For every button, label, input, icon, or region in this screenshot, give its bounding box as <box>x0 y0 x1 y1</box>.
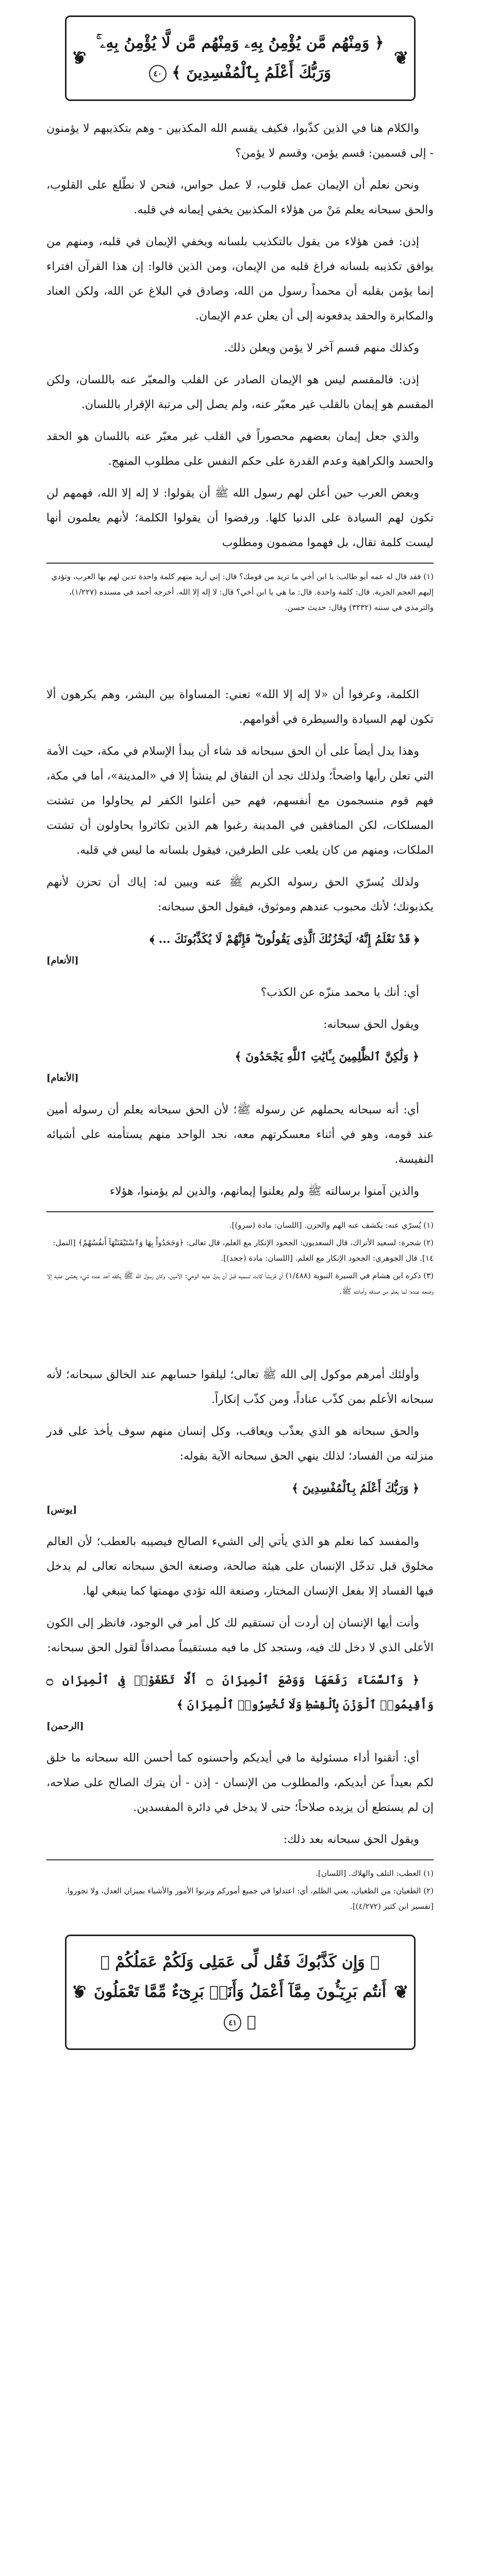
verse-reference: [الأنعام] <box>46 955 79 966</box>
paragraph: إذن: فمن هؤلاء من يقول بالتكذيب بلسانه ويخفي الإيمان في قلبه، ومنهم من يوافق تكذيبه بلسانه فراغ قلبه من الإيمان، ومن الذين قالوا: إن هذا القرآن افتراء إنما يؤمن بقلبه أن محمداً رسول من الله، وصادق في البلاغ عن الله، ولكن العناد والمكابرة والحقد يدفعونه إلى أن يعلن عدم الإيمان. <box>46 235 434 323</box>
verse-reference: [الأنعام] <box>46 1073 79 1083</box>
verse-text: ﴿ وَٱلسَّمَآءَ رَفَعَهَا وَوَضَعَ ٱلْمِيزَانَ ۝ أَلَّا تَطْغَوْا۟ فِى ٱلْمِيزَانِ ۝ وَأَقِيمُوا۟ ٱلْوَزْنَ بِٱلْقِسْطِ وَلَا تُخْسِرُوا۟ ٱلْمِيزَانَ ﴾ <box>46 1673 434 1711</box>
paragraph: والذي جعل إيمان بعضهم محصوراً في القلب غير معبّر عنه باللسان هو الحقد والحسد والكراهية وعدم القدرة على حكم النفس على مطلوب المنهج. <box>46 430 434 468</box>
page-2 <box>15 672 465 1342</box>
footnote: (٣) ذكره ابن هشام في السيرة النبوية (١/٤٨٨) أن قريشاً كانت تسميه قبل أن ينزل عليه الوحي: الأمين. وكان رسول الله ﷺ يكفه أحد عنده شيء يخشى عليه إلا وضعه عنده؛ لما يعلم من صدقه وأمانته ﷺ. <box>46 1271 434 1296</box>
footnote: (٢) الطغيان: من الطغيان، يعني الظلم، أي: اعتدلوا في جميع أموركم وتزنوا الأمور والأشياء بميزان العدل، ولا تجوروا. [تفسير ابن كثير (٤/٢٧٢)]. <box>64 1886 434 1911</box>
paragraph: وكذلك منهم قسم آخر لا يؤمن ويعلن ذلك. <box>224 342 419 354</box>
quran-verse <box>46 1044 434 1091</box>
paragraph: وبعض العرب حين أعلن لهم رسول الله ﷺ أن يقولوا: لا إله إلا الله، فهمهم لن تكون لهم السيادة على الدنيا كلها. ورفضوا أن يقولوا الكلمة؛ لأنهم يعلمون أنها ليست كلمة تقال، بل فهموا مضمون ومطلوب <box>46 487 434 549</box>
footnote-divider <box>46 563 434 564</box>
verse-banner <box>65 15 416 101</box>
ayah-number: ٤٠ <box>149 65 167 82</box>
quran-verse <box>46 1668 434 1739</box>
verse-text: ﴿ قَدْ نَعْلَمُ إِنَّهُۥ لَيَحْزُنُكَ ٱلَّذِى يَقُولُونَ ۖ فَإِنَّهُمْ لَا يُكَذِّبُونَكَ ... ﴾ <box>150 933 419 946</box>
quran-verse <box>46 1476 434 1522</box>
paragraph: أي: أتقنوا أداء مسئولية ما في أيديكم وأحسنوه كما أحسن الله سبحانه ما خلق لكم بعيداً عن أيديكم، والمطلوب من الإنسان - إذن - أن يترك الصالح على صلاحه، إن لم يستطع أن يزيده صلاحاً؛ حتى لا يدخل في دائرة المفسدين. <box>46 1752 434 1814</box>
paragraph: ويقول الحق سبحانه: <box>323 1018 419 1031</box>
paragraph: ولذلك يُسرّي الحق رسوله الكريم ﷺ عنه ويبين له: إياك أن تحزن لأنهم يكذبونك؛ لأنك محبوب عندهم وموثوق، فيقول الحق سبحانه: <box>46 876 434 913</box>
paragraph: ويقول الحق سبحانه بعد ذلك: <box>283 1833 419 1846</box>
paragraph: أي: أنه سبحانه يحملهم عن رسوله ﷺ؛ لأن الحق سبحانه يعلم أن رسوله أمين عند قومه، وهو في أثناء معسكرتهم معه، نجد الواحد منهم يستأمنه على أشيائه النفيسة. <box>46 1104 434 1166</box>
footnote-divider <box>46 1211 434 1212</box>
paragraph: إذن: فالمقسم ليس هو الإيمان الصادر عن القلب والمعبّر عنه باللسان، ولكن المقسم هو إيمان بالقلب غير معبّر عنه، ولم يصل إلى مرتبة الإقرار باللسان. <box>46 374 434 411</box>
verse-banner-text: ﴿ وَإِن كَذَّبُوكَ فَقُل لِّى عَمَلِى وَلَكُمْ عَمَلُكُمْ ۖ أَنتُم بَرِيٓـُٔونَ مِمَّآ أَعْمَلُ وَأَنَا۠ بَرِىٓءٌ مِّمَّا تَعْمَلُونَ ﴾ <box>93 1953 387 2031</box>
page-1 <box>15 10 465 659</box>
paragraph: وأنت أيها الإنسان إن أردت أن تستقيم لك كل أمر في الوجود، فانظر إلى الكون الأعلى الذي لا دخل لك فيه، وستجد كل ما فيه مستقيماً مصداقاً لقول الحق سبحانه: <box>46 1617 434 1654</box>
footnotes <box>46 1217 434 1299</box>
verse-banner <box>65 1935 416 2050</box>
quran-verse <box>46 927 434 973</box>
ayah-number: ٤١ <box>224 2014 241 2031</box>
verse-reference: [يونس] <box>46 1504 77 1515</box>
paragraph: الكلمة، وعرفوا أن «لا إله إلا الله» تعني: المساواة بين البشر، وهم يكرهون ألا تكون لهم السيادة والسيطرة في أقوامهم. <box>46 688 434 726</box>
paragraph: والمفسد كما نعلم هو الذي يأتي إلى الشيء الصالح فيصيبه بالعطب؛ لأن العالم مخلوق قبل تدخّل الإنسان على هيئة صالحة، وصنعة الحق سبحانه تعالى لم يدخل فيها الفساد إلا بفعل الإنسان المختار، وصنعة الله تؤدي مهمتها كما ينبغي لها. <box>46 1535 434 1598</box>
verse-reference: [الرحمن] <box>46 1721 84 1732</box>
footnote: (١) فقد قال له عمه أبو طالب: يا ابن أخي ما تريد من قومك؟ قال: إني أريد منهم كلمة واحدة تدين لهم بها العرب، وتؤدي إليهم العجم الجزية. قال: كلمة واحدة. قال: ما هي يا ابن أخي؟ قال: لا إله إلا الله. أخرجه أحمد في مسنده (١/٢٢٧)، والترمذي في سننه (٣٢٣٢) وقال: حديث حسن. <box>51 572 434 612</box>
paragraph: وأولئك أمرهم موكول إلى الله ﷺ تعالى؛ ليلقوا حسابهم عند الخالق سبحانه؛ لأنه سبحانه الأعلم بمن كذّب عناداً، ومن كذّب إنكاراً. <box>46 1368 434 1406</box>
paragraph: ونحن نعلم أن الإيمان عمل قلوب، لا عمل حواس، فنحن لا نطّلع على القلوب، والحق سبحانه يعلم مَنْ من هؤلاء المكذبين يخفي إيمانه في قلبه. <box>46 179 434 216</box>
footnotes <box>46 1866 434 1914</box>
paragraph: أي: أنك يا محمد منزّه عن الكذب؟ <box>260 986 419 999</box>
footnotes <box>46 569 434 615</box>
paragraph: والحق سبحانه هو الذي يعذّب ويعاقب، وكل إنسان منهم سوف يأخذ على قدر منزلته من الفساد؛ لذلك ينهي الحق سبحانه الآية بقوله: <box>46 1425 434 1463</box>
paragraph: وهذا يدل أيضاً على أن الحق سبحانه قد شاء أن يبدأ الإسلام في مكة، حيث الأمة التي تعلن رأيها واضحاً؛ ولذلك نجد أن النفاق لم ينشأ إلا في «المدينة»، أما في مكة، فهم قوم منسجمون مع أنفسهم، فهم حين أعلنوا الكفر لم يحاولوا من تشتت المسلكات، لكن المنافقين في المدينة رغبوا هم الذين تكاثروا يحاولون أن تشتت الملكات، ومنهم من كان يلعب على الطرفين، فيقول بلسانه ما ليس في قلبه. <box>46 745 434 857</box>
footnote: (١) يُسرّي عنه: يكشف عنه الهم والحزن. [اللسان: مادة (سرو)]. <box>229 1221 434 1230</box>
footnote-divider <box>46 1859 434 1860</box>
footnote: (٢) شجرة: لسعيد الأتراك، قال السعديون: الجحود الإنكار مع العلم، قال تعالى: ﴿وَجَحَدُواْ بِهَا وَٱسْتَيْقَنَتْهَآ أَنفُسُهُمْ﴾ [النمل: ١٤]. قال الجوهري: الجحود الإنكار مع العلم. [اللسان: مادة (جحد)]. <box>53 1238 434 1263</box>
footnote: (١) العطب: التلف والهلاك. [اللسان]. <box>316 1869 434 1878</box>
verse-text: ﴿ وَرَبُّكَ أَعْلَمُ بِٱلْمُفْسِدِينَ ﴾ <box>291 1482 419 1495</box>
page-3 <box>15 1352 465 2177</box>
verse-banner-text: ﴿ وَمِنْهُم مَّن يُؤْمِنُ بِهِۦ وَمِنْهُم مَّن لَّا يُؤْمِنُ بِهِۦ ۚ وَرَبُّكَ أَعْلَمُ بِٱلْمُفْسِدِينَ ﴾ <box>96 34 384 82</box>
paragraph: والكلام هنا في الذين كذّبوا، فكيف يقسم الله المكذبين - وهم بتكذيبهم لا يؤمنون - إلى قسمين: قسم يؤمن، وقسم لا يؤمن؟ <box>46 122 434 160</box>
paragraph: والذين آمنوا برسالته ﷺ ولم يعلنوا إيمانهم، والذين لم يؤمنوا، هؤلاء <box>109 1185 419 1198</box>
verse-text: ﴿ وَلَٰكِنَّ ٱلظَّٰلِمِينَ بِـَٔايَٰتِ ٱللَّهِ يَجْحَدُونَ ﴾ <box>235 1050 419 1063</box>
